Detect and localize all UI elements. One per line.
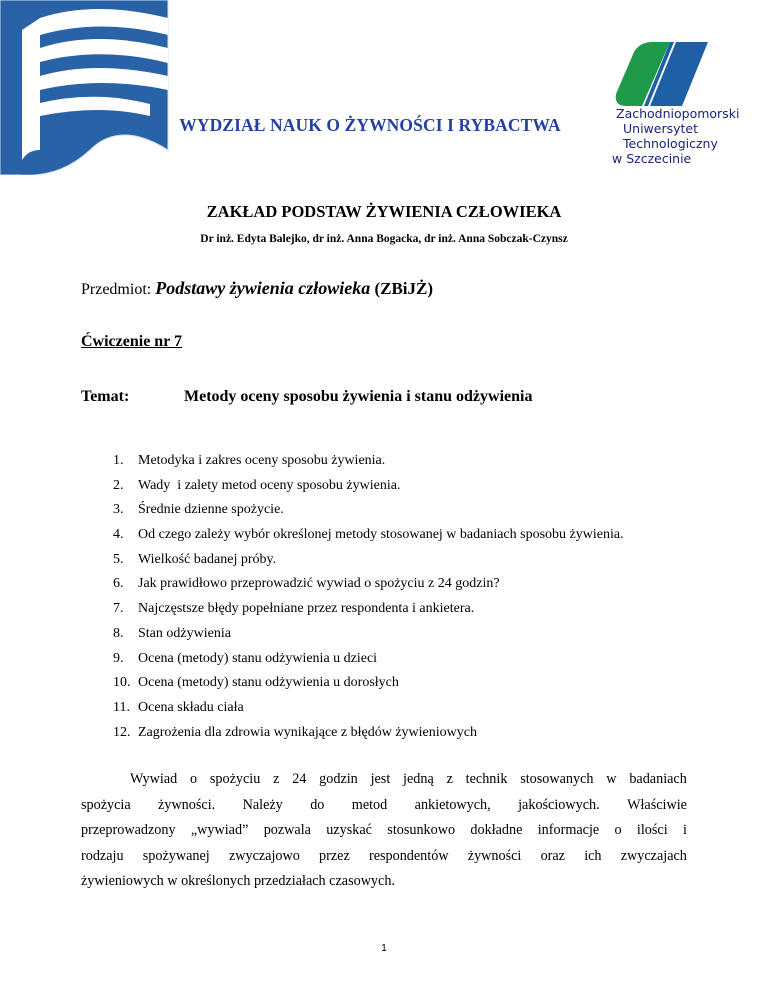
topic-list [113,453,624,749]
paragraph-word: spożywanej [142,847,210,864]
list-item-number: 11. [113,699,130,715]
list-item-number: 6. [113,576,124,592]
page-number: 1 [381,943,387,954]
topic-label: Temat: [81,388,130,405]
university-name-line: Technologiczny [623,136,718,151]
paragraph-line [81,818,687,844]
authors-line: Dr inż. Edyta Balejko, dr inż. Anna Bogacka, dr inż. Anna Sobczak-Czynsz [200,233,568,245]
faculty-logo [0,0,170,175]
list-item-text: Stan odżywienia [138,625,231,641]
list-item-text: Ocena składu ciała [138,699,244,715]
paragraph-word: jedną [403,771,434,787]
paragraph-word: uzyskać [326,822,372,838]
paragraph-word: godzin [319,771,358,787]
university-name-line: Zachodniopomorski [616,106,740,121]
list-item [113,527,624,552]
paragraph-word: przez [319,847,350,864]
list-item [113,651,624,676]
list-item-text: Wady i zalety metod oceny sposobu żywienia. [138,477,401,493]
paragraph-word: zwyczajach [620,847,687,864]
faculty-title: WYDZIAŁ NAUK O ŻYWNOŚCI I RYBACTWA [179,115,561,135]
list-item-number: 12. [113,724,131,740]
list-item [113,478,624,503]
list-item-number: 8. [113,625,124,641]
university-logo [612,40,712,110]
list-item [113,675,624,700]
list-item-number: 9. [113,650,124,666]
paragraph-word: spożyciu [209,771,261,787]
paragraph-word: jest [370,771,391,787]
list-item [113,700,624,725]
paragraph-word: metod [351,796,388,813]
list-item [113,601,624,626]
subject-label: Przedmiot: [81,281,156,298]
body-paragraph [81,767,687,895]
list-item-number: 2. [113,477,124,493]
paragraph-word: technik [465,771,508,787]
paragraph-word: Należy [242,796,283,813]
paragraph-word: żywności. [158,796,216,813]
subject-code: (ZBiJŻ) [370,279,434,298]
list-item [113,453,624,478]
list-item-number: 3. [113,502,124,518]
paragraph-line [81,793,687,819]
list-item-text: Metodyka i zakres oceny sposobu żywienia. [138,453,386,468]
list-item-number: 1. [113,453,124,468]
list-item-text: Ocena (metody) stanu odżywienia u dzieci [138,650,378,666]
paragraph-word: informacje [537,822,600,838]
list-item [113,626,624,651]
exercise-title: Ćwiczenie nr 7 [81,333,183,350]
paragraph-word: zwyczajowo [228,847,300,864]
list-item-number: 4. [113,527,124,543]
paragraph-line: żywieniowych w określonych przedziałach czasowych. [81,873,395,889]
paragraph-word: ankietowych, [414,796,491,813]
topic-text: Metody oceny sposobu żywienia i stanu odżywienia [184,388,533,405]
paragraph-word: w [606,771,617,787]
paragraph-word: Wywiad [130,771,178,787]
paragraph-word: rodzaju [81,847,124,864]
list-item [113,552,624,577]
paragraph-word: Właściwie [627,796,687,813]
paragraph-word: „wywiad” [190,822,249,838]
paragraph-word: ilości [636,822,668,838]
list-item-text: Zagrożenia dla zdrowia wynikające z błędów żywieniowych [138,724,477,740]
paragraph-line [81,767,687,793]
list-item [113,502,624,527]
list-item-number: 10. [113,675,131,691]
paragraph-word: z [446,771,453,787]
paragraph-word: dokładne [470,822,523,838]
paragraph-word: stosowanych [520,771,594,787]
paragraph-word: z [273,771,280,787]
paragraph-word: żywności [467,847,522,864]
list-item-text: Wielkość badanej próby. [138,551,277,567]
paragraph-word: pozwala [263,822,311,838]
paragraph-word: przeprowadzony [81,822,176,838]
paragraph-word: stosunkowo [387,822,456,838]
university-name-line: w Szczecinie [612,151,692,166]
department-title: ZAKŁAD PODSTAW ŻYWIENIA CZŁOWIEKA [206,202,562,221]
paragraph-word: o [614,822,622,838]
paragraph-word: do [310,796,325,813]
list-item [113,576,624,601]
list-item-text: Średnie dzienne spożycie. [138,502,284,518]
paragraph-word: o [190,771,198,787]
paragraph-word: ich [584,847,602,864]
subject-name: Podstawy żywienia człowieka [155,278,371,298]
paragraph-line [81,844,687,870]
university-name-line: Uniwersytet [623,121,698,136]
list-item-text: Ocena (metody) stanu odżywienia u dorosłych [138,675,399,691]
list-item-text: Najczęstsze błędy popełniane przez respondenta i ankietera. [138,601,475,617]
list-item-text: Od czego zależy wybór określonej metody stosowanej w badaniach sposobu żywienia. [138,527,624,543]
paragraph-word: respondentów [368,847,449,864]
subject-line [81,278,433,299]
list-item-number: 7. [113,601,124,617]
list-item-text: Jak prawidłowo przeprowadzić wywiad o spożyciu z 24 godzin? [138,576,500,592]
paragraph-word: oraz [540,847,565,864]
paragraph-word: badaniach [629,771,687,787]
paragraph-word: 24 [292,771,307,787]
paragraph-word: jakościowych. [518,796,600,813]
list-item-number: 5. [113,551,124,567]
paragraph-word: spożycia [81,796,131,813]
paragraph-word: i [682,822,687,838]
list-item [113,725,624,750]
